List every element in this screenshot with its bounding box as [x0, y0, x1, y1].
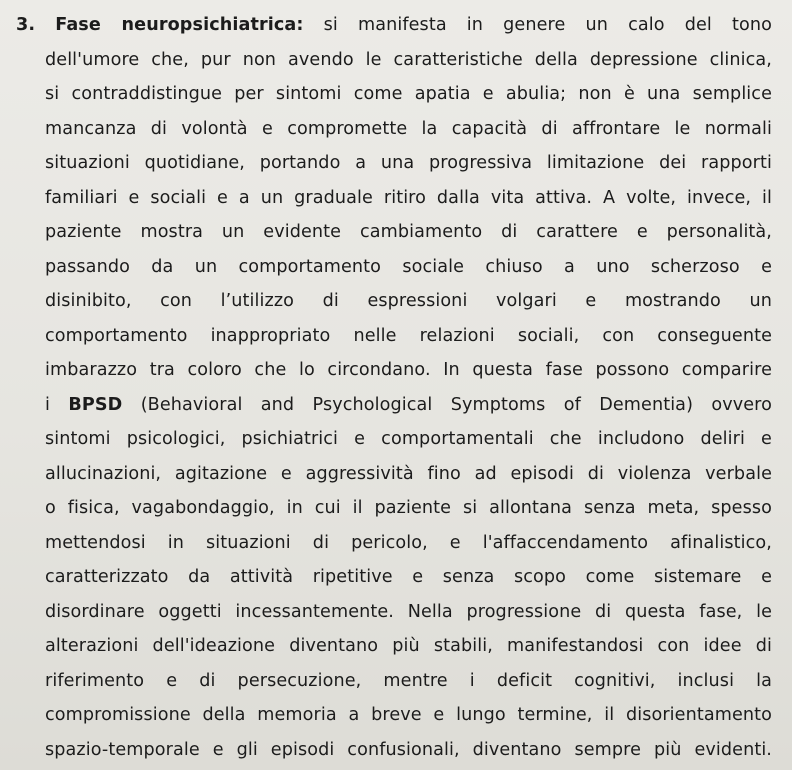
- paragraph-fase-neuropsichiatrica: [16, 8, 772, 767]
- item-heading: Fase neuropsichiatrica:: [55, 15, 304, 35]
- text-line-6: familiari e sociali e a un graduale ritiro dalla vita attiva. A volte, invece, il: [45, 187, 772, 208]
- text-line-5: situazioni quotidiane, portando a una progressiva limitazione dei rapporti: [45, 153, 772, 173]
- text-line-8: passando da un comportamento sociale chiuso a uno scherzoso e: [45, 256, 772, 277]
- text-line-21: compromissione della memoria a breve e lungo termine, il disorientamento: [45, 705, 772, 725]
- text-line-22: spazio-temporale e gli episodi confusionali, diventano sempre più evidenti.: [45, 739, 772, 760]
- text-line-14: allucinazioni, agitazione e aggressività fino ad episodi di violenza verbale: [45, 463, 772, 484]
- text-line-12: [16, 388, 772, 423]
- text-line-2: dell'umore che, pur non avendo le caratteristiche della depressione clinica,: [45, 49, 772, 70]
- text-line-15: o fisica, vagabondaggio, in cui il paziente si allontana senza meta, spesso: [45, 498, 772, 518]
- text-line-11: imbarazzo tra coloro che lo circondano. In questa fase possono comparire: [45, 360, 772, 380]
- text-line-18: disordinare oggetti incessantemente. Nella progressione di questa fase, le: [45, 601, 772, 622]
- line-text: si manifesta in genere un calo del tono: [323, 15, 772, 35]
- text-line-3: si contraddistingue per sintomi come apatia e abulia; non è una semplice: [45, 84, 772, 104]
- text-line-4: mancanza di volontà e compromette la capacità di affrontare le normali: [45, 118, 772, 139]
- line-text: (Behavioral and Psychological Symptoms of Dementia) ovvero: [140, 394, 772, 415]
- text-line-1: [16, 8, 772, 43]
- item-number: 3.: [16, 15, 36, 35]
- bpsd-prefix: i: [45, 394, 50, 415]
- text-line-9: disinibito, con l’utilizzo di espressioni volgari e mostrando un: [45, 291, 772, 311]
- text-line-19: alterazioni dell'ideazione diventano più stabili, manifestandosi con idee di: [45, 636, 772, 656]
- text-line-20: riferimento e di persecuzione, mentre i deficit cognitivi, inclusi la: [45, 670, 772, 691]
- text-line-16: mettendosi in situazioni di pericolo, e l'affaccendamento afinalistico,: [45, 532, 772, 553]
- text-line-13: sintomi psicologici, psichiatrici e comportamentali che includono deliri e: [45, 429, 772, 449]
- bpsd-term: BPSD: [68, 394, 123, 415]
- text-line-7: paziente mostra un evidente cambiamento di carattere e personalità,: [45, 222, 772, 242]
- text-line-17: caratterizzato da attività ripetitive e senza scopo come sistemare e: [45, 567, 772, 587]
- text-line-10: comportamento inappropriato nelle relazioni sociali, con conseguente: [45, 325, 772, 346]
